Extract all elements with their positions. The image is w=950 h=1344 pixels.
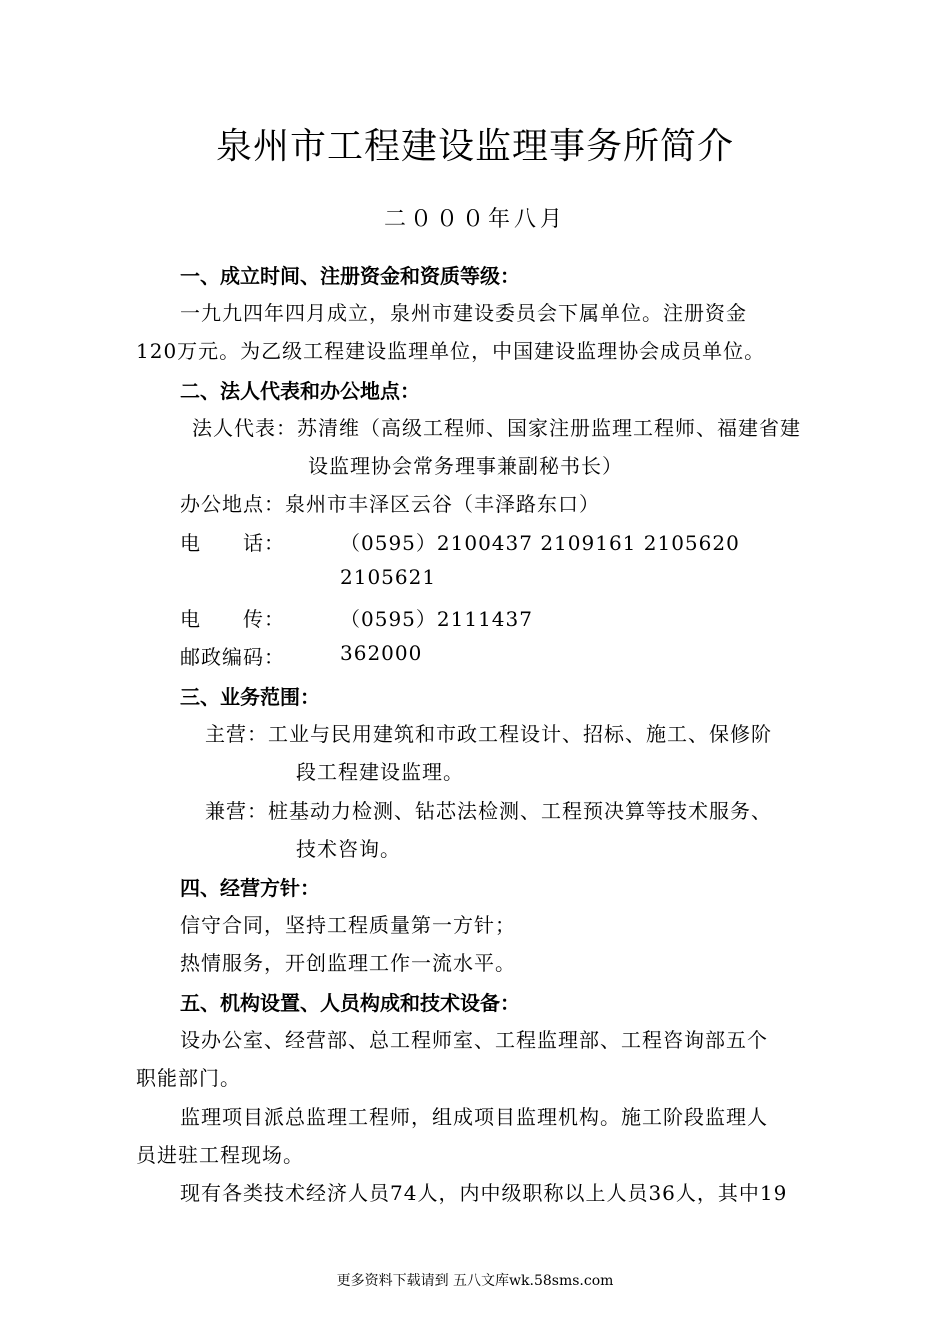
org-paragraph-2-line-1: 监理项目派总监理工程师，组成项目监理机构。施工阶段监理人 xyxy=(180,1105,768,1129)
side-business-line-2: 技术咨询。 xyxy=(296,837,401,861)
footer-watermark: 更多资料下载请到 五八文库wk.58sms.com xyxy=(336,1273,614,1289)
main-business-line-1: 主营：工业与民用建筑和市政工程设计、招标、施工、保修阶 xyxy=(205,722,772,746)
legal-rep-line-2: 设监理协会常务理事兼副秘书长） xyxy=(308,454,623,478)
policy-line-2: 热情服务，开创监理工作一流水平。 xyxy=(180,951,516,975)
office-address: 办公地点：泉州市丰泽区云谷（丰泽路东口） xyxy=(180,492,600,516)
org-paragraph-1-line-2: 职能部门。 xyxy=(136,1066,241,1090)
page-title: 泉州市工程建设监理事务所简介 xyxy=(215,126,734,167)
section-1-line-2: 120万元。为乙级工程建设监理单位，中国建设监理协会成员单位。 xyxy=(136,339,766,363)
section-2-heading: 二、法人代表和办公地点： xyxy=(180,379,420,403)
policy-line-1: 信守合同，坚持工程质量第一方针； xyxy=(180,913,516,937)
section-5-heading: 五、机构设置、人员构成和技术设备： xyxy=(180,991,520,1015)
document-date: 二０００年八月 xyxy=(383,207,566,232)
zip-code: 362000 xyxy=(340,641,423,665)
section-4-heading: 四、经营方针： xyxy=(180,876,320,900)
main-business-line-2: 段工程建设监理。 xyxy=(296,760,464,784)
org-paragraph-3-line-1: 现有各类技术经济人员74人，内中级职称以上人员36人，其中19 xyxy=(180,1181,788,1205)
fax-label: 电 传： xyxy=(180,607,285,631)
org-paragraph-2-line-2: 员进驻工程现场。 xyxy=(136,1143,304,1167)
legal-rep-line-1: 法人代表：苏清维（高级工程师、国家注册监理工程师、福建省建 xyxy=(192,416,801,440)
section-1-heading: 一、成立时间、注册资金和资质等级： xyxy=(180,264,520,288)
zip-label: 邮政编码： xyxy=(180,645,285,669)
phone-numbers-2: 2105621 xyxy=(340,565,437,589)
phone-numbers-1: （0595）2100437 2109161 2105620 xyxy=(340,531,740,555)
fax-number: （0595）2111437 xyxy=(340,607,533,631)
side-business-line-1: 兼营：桩基动力检测、钻芯法检测、工程预决算等技术服务、 xyxy=(205,799,772,823)
org-paragraph-1-line-1: 设办公室、经营部、总工程师室、工程监理部、工程咨询部五个 xyxy=(180,1028,768,1052)
section-1-line-1: 一九九四年四月成立，泉州市建设委员会下属单位。注册资金 xyxy=(180,301,747,325)
section-3-heading: 三、业务范围： xyxy=(180,685,320,709)
phone-label: 电 话： xyxy=(180,531,285,555)
